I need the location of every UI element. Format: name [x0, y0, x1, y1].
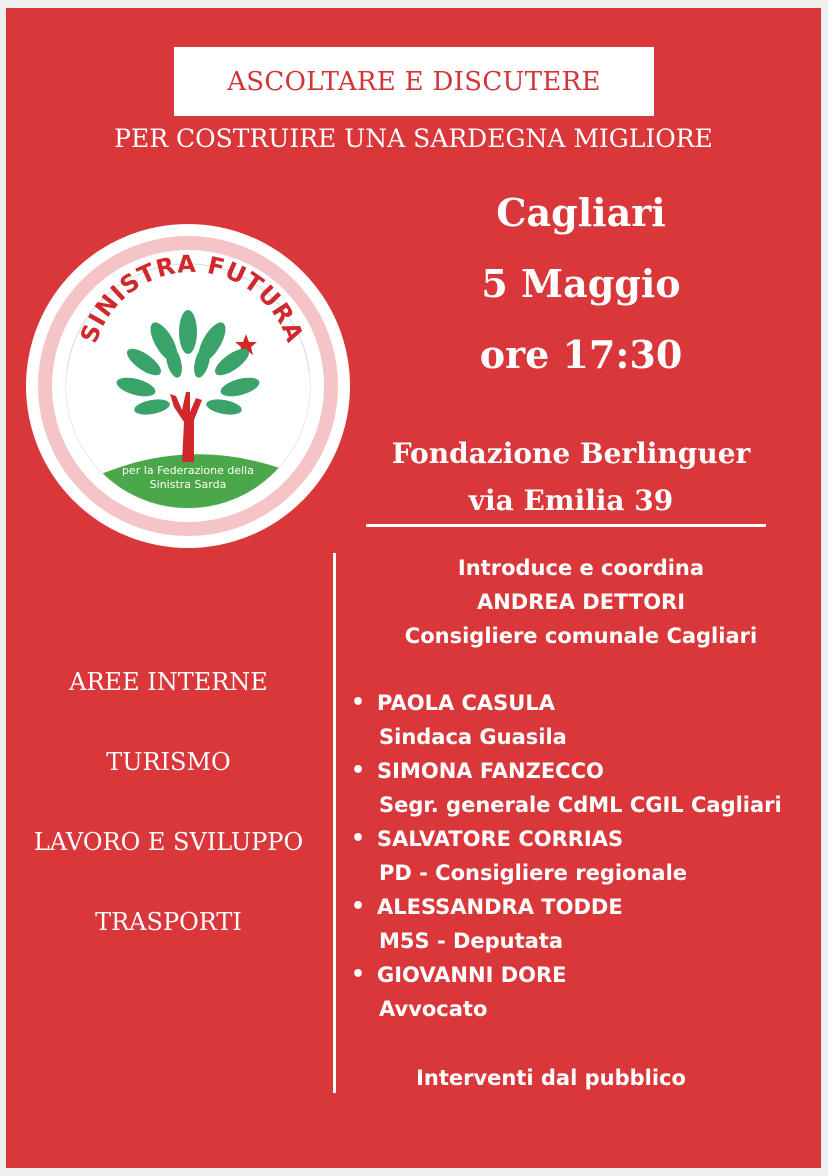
moderator-role: Consigliere comunale Cagliari — [404, 624, 758, 648]
speaker-role: Sindaca Guasila — [379, 725, 567, 749]
poster-subtitle: PER COSTRUIRE UNA SARDEGNA MIGLIORE — [114, 124, 713, 153]
horizontal-divider — [366, 524, 766, 527]
venue-name: Fondazione Berlinguer — [391, 437, 751, 470]
logo-name: SINISTRA FUTURA — [74, 249, 310, 347]
speaker-item — [351, 690, 811, 758]
event-time: ore 17:30 — [479, 332, 683, 377]
moderator-name: ANDREA DETTORI — [476, 590, 686, 614]
speaker-name: GIOVANNI DORE — [377, 963, 567, 987]
sinistra-futura-logo — [24, 222, 352, 550]
speaker-item — [351, 894, 811, 962]
speaker-name: SIMONA FANZECCO — [377, 759, 604, 783]
speaker-item — [351, 962, 811, 1030]
speaker-item — [351, 826, 811, 894]
logo-tagline-line1: per la Federazione della — [122, 464, 254, 477]
poster — [6, 8, 821, 1168]
speaker-name: SALVATORE CORRIAS — [377, 827, 624, 851]
bullet-icon: • — [351, 894, 366, 919]
speaker-role: Avvocato — [379, 997, 488, 1021]
bullet-icon: • — [351, 758, 366, 783]
speaker-name: PAOLA CASULA — [377, 691, 555, 715]
vertical-divider — [333, 553, 336, 1093]
speaker-name: ALESSANDRA TODDE — [377, 895, 623, 919]
bullet-icon: • — [351, 690, 366, 715]
bullet-icon: • — [351, 962, 366, 987]
topic-item: TRASPORTI — [95, 908, 242, 936]
poster-title: ASCOLTARE E DISCUTERE — [227, 66, 601, 97]
speaker-role: M5S - Deputata — [379, 929, 564, 953]
topic-item: AREE INTERNE — [69, 668, 268, 696]
venue-address: via Emilia 39 — [468, 484, 674, 517]
speaker-role: Segr. generale CdML CGIL Cagliari — [379, 793, 782, 817]
logo-tagline-line2: Sinistra Sarda — [149, 478, 227, 491]
intro-heading: Introduce e coordina — [457, 556, 705, 580]
footer-note: Interventi dal pubblico — [416, 1066, 686, 1090]
event-date: 5 Maggio — [481, 261, 681, 306]
speaker-role: PD - Consigliere regionale — [379, 861, 688, 885]
speaker-list — [351, 690, 811, 1030]
title-box — [174, 47, 654, 116]
speaker-item — [351, 758, 811, 826]
topic-item: LAVORO E SVILUPPO — [33, 828, 304, 856]
topic-item: TURISMO — [106, 748, 231, 776]
event-city: Cagliari — [496, 190, 666, 235]
bullet-icon: • — [351, 826, 366, 851]
